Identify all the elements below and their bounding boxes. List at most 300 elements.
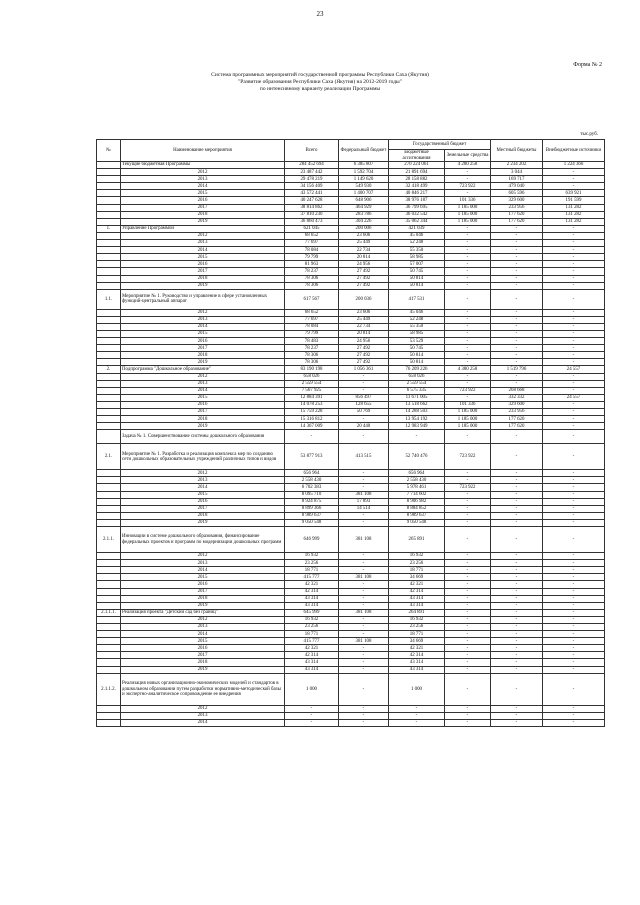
year-row xyxy=(97,218,605,225)
cell-num xyxy=(97,423,121,430)
year-row xyxy=(97,553,605,560)
cell-federal: - xyxy=(339,512,389,519)
cell-local: - xyxy=(491,505,543,512)
cell-offbudget: - xyxy=(543,409,605,416)
cell-state-budget: 18 771 xyxy=(389,631,445,638)
cell-total: 646 999 xyxy=(285,527,339,553)
header-state-budget: Бюджетные ассигнования xyxy=(389,150,445,162)
cell-federal: - xyxy=(339,553,389,560)
cell-land-funds: - xyxy=(445,352,491,359)
cell-state-budget: 42 314 xyxy=(389,588,445,595)
cell-state-budget: 36 799 695 xyxy=(389,204,445,211)
cell-total: 40 247 628 xyxy=(285,197,339,204)
cell-num xyxy=(97,323,121,330)
cell-federal: - xyxy=(339,595,389,602)
cell-offbudget: - xyxy=(543,527,605,553)
cell-state-budget: 57 007 xyxy=(389,261,445,268)
cell-total: 78 306 xyxy=(285,352,339,359)
cell-offbudget: - xyxy=(543,330,605,337)
cell-land-funds: - xyxy=(445,498,491,505)
cell-total: 83 190 198 xyxy=(285,366,339,373)
year-row xyxy=(97,719,605,726)
cell-federal: - xyxy=(339,416,389,423)
cell-offbudget: - xyxy=(543,705,605,712)
cell-name: 2015 xyxy=(121,491,285,498)
cell-num xyxy=(97,623,121,630)
cell-name: 2012 xyxy=(121,553,285,560)
cell-name: 2016 xyxy=(121,197,285,204)
year-row xyxy=(97,232,605,239)
cell-total: 8 924 875 xyxy=(285,498,339,505)
year-row xyxy=(97,183,605,190)
cell-name: 2014 xyxy=(121,719,285,726)
cell-num xyxy=(97,491,121,498)
cell-state-budget: 52 248 xyxy=(389,316,445,323)
cell-federal: 381 108 xyxy=(339,638,389,645)
cell-name: 2017 xyxy=(121,409,285,416)
year-row xyxy=(97,498,605,505)
cell-local: 177 620 xyxy=(491,423,543,430)
cell-land-funds: - xyxy=(445,394,491,401)
cell-land-funds: - xyxy=(445,712,491,719)
cell-land-funds: - xyxy=(445,673,491,705)
cell-state-budget: 9 050 548 xyxy=(389,519,445,526)
cell-offbudget: 24 557 xyxy=(543,394,605,401)
cell-total: 621 045 xyxy=(285,225,339,232)
cell-name: 2013 xyxy=(121,623,285,630)
cell-federal: - xyxy=(339,470,389,477)
cell-total: 78 084 xyxy=(285,323,339,330)
cell-local: 3 044 xyxy=(491,169,543,176)
cell-offbudget: - xyxy=(543,225,605,232)
year-row xyxy=(97,631,605,638)
cell-state-budget: 2 559 554 xyxy=(389,380,445,387)
cell-num xyxy=(97,183,121,190)
cell-name: 2017 xyxy=(121,505,285,512)
cell-num xyxy=(97,197,121,204)
cell-land-funds: - xyxy=(445,609,491,616)
cell-federal: - xyxy=(339,623,389,630)
cell-state-budget: 16 932 xyxy=(389,553,445,560)
cell-offbudget: - xyxy=(543,380,605,387)
cell-land-funds: - xyxy=(445,254,491,261)
cell-total: 37 810 230 xyxy=(285,211,339,218)
cell-state-budget: 43 314 xyxy=(389,666,445,673)
cell-state-budget: 53 529 xyxy=(389,338,445,345)
cell-state-budget: 40 846 217 xyxy=(389,190,445,197)
cell-local: - xyxy=(491,359,543,366)
cell-name: 2018 xyxy=(121,659,285,666)
cell-total: 8 899 366 xyxy=(285,505,339,512)
year-row xyxy=(97,652,605,659)
cell-total: 78 237 xyxy=(285,268,339,275)
cell-federal: 27 492 xyxy=(339,275,389,282)
year-row xyxy=(97,491,605,498)
cell-land-funds: - xyxy=(445,616,491,623)
year-row xyxy=(97,352,605,359)
cell-land-funds: - xyxy=(445,659,491,666)
cell-name: 2018 xyxy=(121,416,285,423)
cell-offbudget: - xyxy=(543,505,605,512)
cell-land-funds: - xyxy=(445,316,491,323)
cell-federal: 23 606 xyxy=(339,309,389,316)
cell-total: - xyxy=(285,430,339,444)
cell-num xyxy=(97,659,121,666)
cell-land-funds: - xyxy=(445,359,491,366)
cell-num xyxy=(97,595,121,602)
cell-federal: 1 400 707 xyxy=(339,190,389,197)
cell-state-budget: 52 248 xyxy=(389,240,445,247)
form-label: Форма № 2 xyxy=(573,62,602,68)
cell-land-funds: - xyxy=(445,553,491,560)
cell-land-funds: 1 185 000 xyxy=(445,204,491,211)
cell-num xyxy=(97,409,121,416)
cell-num xyxy=(97,330,121,337)
cell-state-budget: 28 158 882 xyxy=(389,176,445,183)
cell-name: 2018 xyxy=(121,595,285,602)
cell-local: 329 600 xyxy=(491,401,543,408)
cell-name: 2015 xyxy=(121,638,285,645)
cell-land-funds: - xyxy=(445,430,491,444)
item-row xyxy=(97,366,605,373)
cell-local: - xyxy=(491,560,543,567)
cell-offbudget: - xyxy=(543,498,605,505)
cell-local: - xyxy=(491,282,543,289)
cell-land-funds: - xyxy=(445,373,491,380)
cell-total: 23 256 xyxy=(285,560,339,567)
cell-name: Задача № 1. Совершенствование системы дошкольного образования xyxy=(121,430,285,444)
cell-name: 2019 xyxy=(121,666,285,673)
cell-local: 2 234 202 xyxy=(491,162,543,169)
table-body xyxy=(97,162,605,727)
cell-local: - xyxy=(491,254,543,261)
cell-local: - xyxy=(491,316,543,323)
year-row xyxy=(97,567,605,574)
cell-total: 16 932 xyxy=(285,616,339,623)
cell-name: 2013 xyxy=(121,712,285,719)
cell-federal: 1 592 704 xyxy=(339,169,389,176)
year-row xyxy=(97,581,605,588)
cell-num xyxy=(97,204,121,211)
cell-num: 1. xyxy=(97,225,121,232)
cell-local: - xyxy=(491,705,543,712)
cell-num xyxy=(97,275,121,282)
cell-local: - xyxy=(491,719,543,726)
cell-num xyxy=(97,512,121,519)
cell-total: 617 567 xyxy=(285,289,339,309)
cell-offbudget: - xyxy=(543,484,605,491)
cell-name: 2012 xyxy=(121,616,285,623)
header-local: Местный бюджеты xyxy=(491,140,543,162)
cell-total: 415 777 xyxy=(285,574,339,581)
cell-state-budget: 8 884 852 xyxy=(389,505,445,512)
year-row xyxy=(97,409,605,416)
cell-name: 2012 xyxy=(121,232,285,239)
cell-name: 2015 xyxy=(121,394,285,401)
year-row xyxy=(97,560,605,567)
year-row xyxy=(97,176,605,183)
cell-name: 2014 xyxy=(121,631,285,638)
cell-name: 2013 xyxy=(121,560,285,567)
cell-land-funds: - xyxy=(445,190,491,197)
cell-total: 42 314 xyxy=(285,652,339,659)
cell-federal: 17 893 xyxy=(339,498,389,505)
cell-state-budget: 16 932 xyxy=(389,616,445,623)
cell-total: 6 702 383 xyxy=(285,484,339,491)
cell-total: 68 652 xyxy=(285,309,339,316)
cell-num: 2.1.1.2. xyxy=(97,673,121,705)
cell-name: 2017 xyxy=(121,204,285,211)
cell-federal: 24 956 xyxy=(339,261,389,268)
cell-total: 78 306 xyxy=(285,275,339,282)
year-row xyxy=(97,505,605,512)
cell-total: 656 964 xyxy=(285,470,339,477)
cell-local: - xyxy=(491,240,543,247)
cell-total: 2 558 430 xyxy=(285,477,339,484)
cell-federal: 1 149 620 xyxy=(339,176,389,183)
year-row xyxy=(97,316,605,323)
year-row xyxy=(97,638,605,645)
cell-federal: 24 956 xyxy=(339,338,389,345)
cell-offbudget: - xyxy=(543,581,605,588)
cell-offbudget: 131 282 xyxy=(543,204,605,211)
cell-offbudget: 24 557 xyxy=(543,366,605,373)
cell-num xyxy=(97,316,121,323)
cell-local: 479 040 xyxy=(491,183,543,190)
cell-land-funds: - xyxy=(445,232,491,239)
cell-land-funds: - xyxy=(445,527,491,553)
cell-local: 177 620 xyxy=(491,211,543,218)
cell-state-budget: 23 256 xyxy=(389,560,445,567)
cell-local: - xyxy=(491,275,543,282)
year-row xyxy=(97,330,605,337)
cell-land-funds: - xyxy=(445,645,491,652)
cell-total: 1 000 xyxy=(285,673,339,705)
item-row xyxy=(97,430,605,444)
cell-name: Подпрограмма "Дошкольное образование" xyxy=(121,366,285,373)
cell-land-funds: 1 185 000 xyxy=(445,423,491,430)
year-row xyxy=(97,416,605,423)
cell-federal: - xyxy=(339,645,389,652)
cell-federal: 464 929 xyxy=(339,204,389,211)
year-row xyxy=(97,394,605,401)
header-state: Государственный бюджет xyxy=(389,140,491,150)
cell-state-budget: - xyxy=(389,712,445,719)
cell-offbudget: - xyxy=(543,595,605,602)
cell-total: 68 652 xyxy=(285,232,339,239)
cell-federal: 128 655 xyxy=(339,401,389,408)
cell-total: 284 452 694 xyxy=(285,162,339,169)
cell-state-budget: 18 771 xyxy=(389,567,445,574)
cell-name: 2018 xyxy=(121,352,285,359)
cell-local: - xyxy=(491,345,543,352)
cell-state-budget: 34 669 xyxy=(389,574,445,581)
item-row xyxy=(97,289,605,309)
cell-state-budget: 8 989 637 xyxy=(389,512,445,519)
cell-state-budget: 43 314 xyxy=(389,602,445,609)
cell-local: 605 596 xyxy=(491,190,543,197)
cell-land-funds: - xyxy=(445,261,491,268)
cell-land-funds: - xyxy=(445,595,491,602)
cell-state-budget: 7 714 602 xyxy=(389,491,445,498)
item-row xyxy=(97,225,605,232)
cell-state-budget: 12 983 949 xyxy=(389,423,445,430)
year-row xyxy=(97,705,605,712)
cell-federal: 381 108 xyxy=(339,491,389,498)
cell-offbudget: 639 921 xyxy=(543,190,605,197)
year-row xyxy=(97,666,605,673)
cell-offbudget: - xyxy=(543,423,605,430)
cell-offbudget: - xyxy=(543,240,605,247)
cell-total: 43 314 xyxy=(285,666,339,673)
cell-name: 2019 xyxy=(121,602,285,609)
cell-num xyxy=(97,162,121,169)
cell-num xyxy=(97,553,121,560)
cell-name: 2015 xyxy=(121,254,285,261)
cell-name: 2019 xyxy=(121,423,285,430)
cell-local: - xyxy=(491,574,543,581)
cell-land-funds: 723 922 xyxy=(445,183,491,190)
cell-offbudget: - xyxy=(543,645,605,652)
cell-offbudget: - xyxy=(543,712,605,719)
cell-state-budget: 58 985 xyxy=(389,254,445,261)
year-row xyxy=(97,338,605,345)
item-row xyxy=(97,609,605,616)
cell-num xyxy=(97,345,121,352)
cell-local: 177 620 xyxy=(491,416,543,423)
cell-land-funds: - xyxy=(445,719,491,726)
cell-federal: 23 606 xyxy=(339,232,389,239)
cell-local: - xyxy=(491,352,543,359)
cell-federal: 381 108 xyxy=(339,609,389,616)
cell-state-budget: 45 046 xyxy=(389,232,445,239)
cell-num: 1.1. xyxy=(97,289,121,309)
cell-federal: 25 449 xyxy=(339,316,389,323)
cell-state-budget: 11 671 005 xyxy=(389,394,445,401)
cell-offbudget: - xyxy=(543,659,605,666)
cell-local: - xyxy=(491,430,543,444)
cell-total: 14 367 009 xyxy=(285,423,339,430)
cell-local: - xyxy=(491,673,543,705)
cell-num xyxy=(97,581,121,588)
cell-land-funds: - xyxy=(445,567,491,574)
cell-total: 29 478 219 xyxy=(285,176,339,183)
cell-name: 2014 xyxy=(121,567,285,574)
cell-num xyxy=(97,477,121,484)
cell-land-funds: 723 922 xyxy=(445,387,491,394)
cell-local: - xyxy=(491,512,543,519)
cell-offbudget: - xyxy=(543,609,605,616)
cell-offbudget: - xyxy=(543,623,605,630)
cell-local: - xyxy=(491,498,543,505)
cell-name: 2013 xyxy=(121,240,285,247)
cell-local: - xyxy=(491,602,543,609)
cell-total: - xyxy=(285,712,339,719)
cell-num xyxy=(97,394,121,401)
cell-name: 2019 xyxy=(121,282,285,289)
cell-federal: - xyxy=(339,712,389,719)
cell-state-budget: 13 954 192 xyxy=(389,416,445,423)
cell-state-budget: 50 745 xyxy=(389,268,445,275)
cell-name: 2018 xyxy=(121,275,285,282)
year-row xyxy=(97,359,605,366)
cell-local: - xyxy=(491,666,543,673)
cell-total: 53 877 913 xyxy=(285,444,339,470)
cell-num xyxy=(97,169,121,176)
cell-total: - xyxy=(285,719,339,726)
cell-num xyxy=(97,430,121,444)
cell-land-funds: - xyxy=(445,282,491,289)
cell-offbudget: - xyxy=(543,169,605,176)
cell-offbudget: - xyxy=(543,519,605,526)
cell-offbudget: - xyxy=(543,323,605,330)
cell-total: 23 487 442 xyxy=(285,169,339,176)
cell-land-funds: 1 185 000 xyxy=(445,409,491,416)
cell-local: - xyxy=(491,631,543,638)
title-line-3: по интенсивному варианту реализации Программы xyxy=(259,86,381,92)
cell-local: 332 332 xyxy=(491,394,543,401)
cell-local: - xyxy=(491,553,543,560)
cell-local: 329 600 xyxy=(491,197,543,204)
cell-local: - xyxy=(491,567,543,574)
cell-state-budget: 43 314 xyxy=(389,659,445,666)
cell-num xyxy=(97,498,121,505)
year-row xyxy=(97,401,605,408)
cell-federal: - xyxy=(339,387,389,394)
cell-name: 2017 xyxy=(121,652,285,659)
year-row xyxy=(97,712,605,719)
cell-state-budget: 50 814 xyxy=(389,352,445,359)
cell-state-budget: 58 985 xyxy=(389,330,445,337)
cell-num xyxy=(97,567,121,574)
cell-offbudget: - xyxy=(543,247,605,254)
cell-offbudget: - xyxy=(543,401,605,408)
cell-name: 2012 xyxy=(121,169,285,176)
cell-state-budget: 38 976 187 xyxy=(389,197,445,204)
cell-total: 78 306 xyxy=(285,359,339,366)
header-federal: Федеральный бюджет xyxy=(339,140,389,162)
cell-federal: 381 108 xyxy=(339,574,389,581)
cell-total: 81 963 xyxy=(285,261,339,268)
year-row xyxy=(97,204,605,211)
cell-offbudget: - xyxy=(543,444,605,470)
year-row xyxy=(97,275,605,282)
cell-local: - xyxy=(491,491,543,498)
cell-land-funds: - xyxy=(445,345,491,352)
cell-local: - xyxy=(491,581,543,588)
cell-num xyxy=(97,254,121,261)
year-row xyxy=(97,261,605,268)
cell-land-funds: - xyxy=(445,470,491,477)
cell-federal: 25 449 xyxy=(339,240,389,247)
cell-name: 2015 xyxy=(121,574,285,581)
year-row xyxy=(97,659,605,666)
cell-num xyxy=(97,416,121,423)
cell-name: 2013 xyxy=(121,380,285,387)
cell-local: - xyxy=(491,380,543,387)
year-row xyxy=(97,616,605,623)
year-row xyxy=(97,623,605,630)
header-offbudget: Внебюджетные источники xyxy=(543,140,605,162)
cell-num: 2. xyxy=(97,366,121,373)
cell-total: 78 237 xyxy=(285,345,339,352)
cell-land-funds: 1 185 000 xyxy=(445,416,491,423)
cell-state-budget: 265 891 xyxy=(389,527,445,553)
cell-num xyxy=(97,645,121,652)
cell-federal: 27 492 xyxy=(339,359,389,366)
cell-name: 2018 xyxy=(121,512,285,519)
cell-name: 2015 xyxy=(121,330,285,337)
